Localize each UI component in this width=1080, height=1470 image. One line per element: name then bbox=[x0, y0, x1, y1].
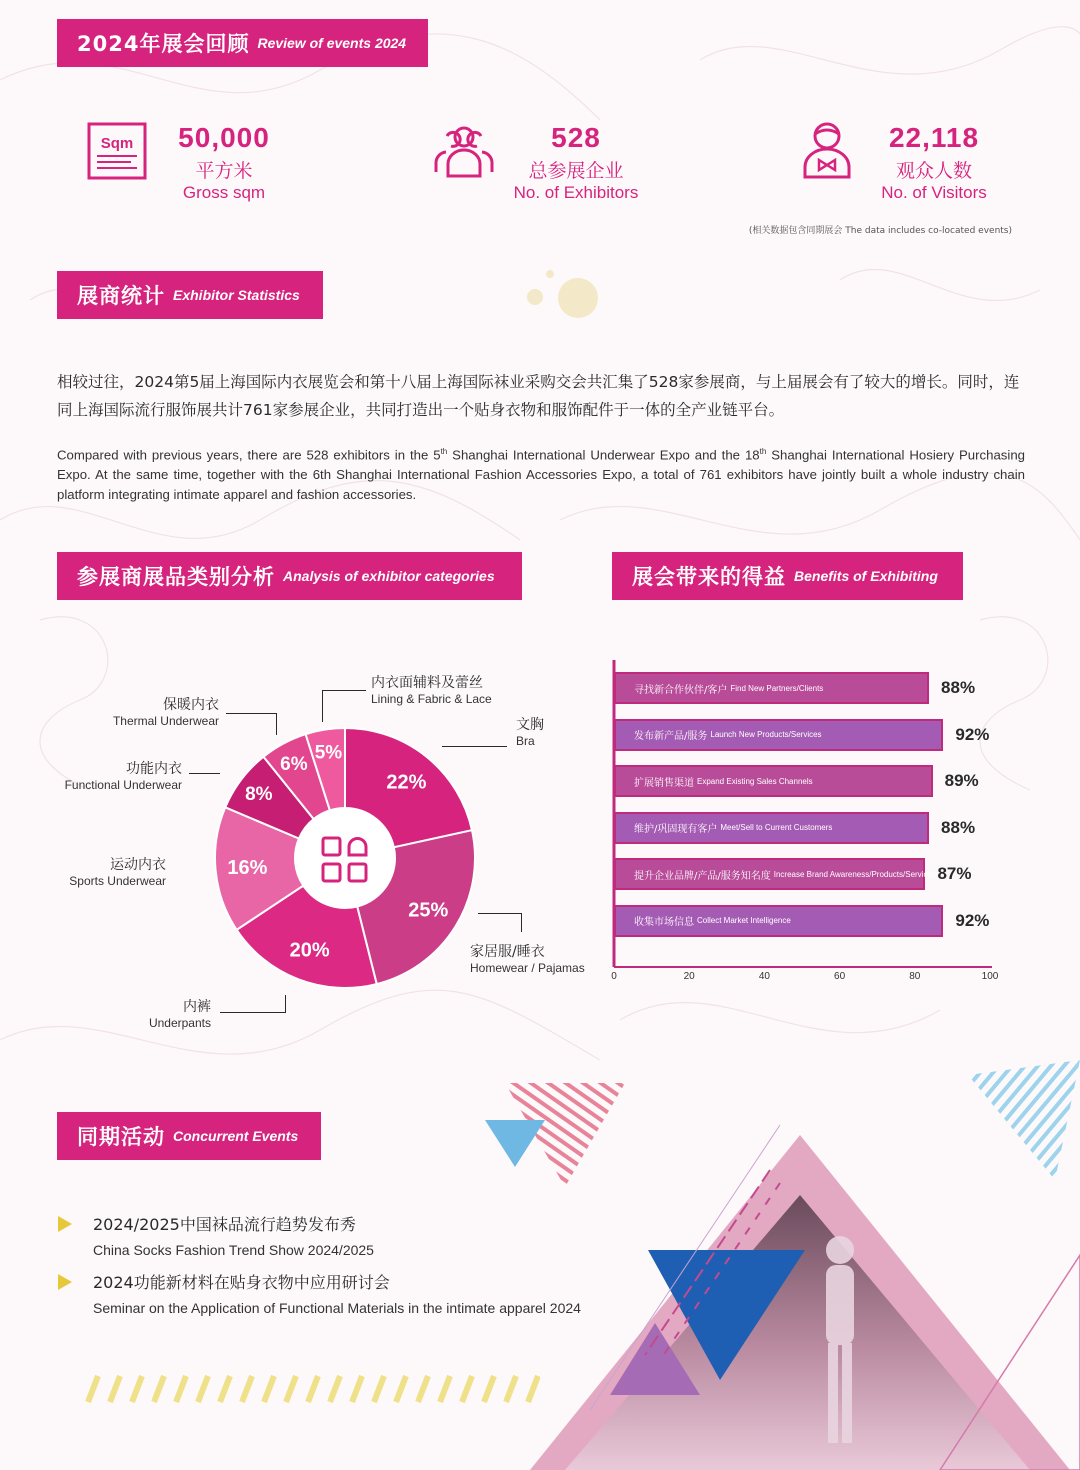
intro-en-sup: th bbox=[759, 447, 767, 456]
bar bbox=[614, 858, 936, 890]
bar bbox=[614, 672, 929, 704]
intro-en-part: Compared with previous years, there are 528 exhibitors in the 5 bbox=[57, 447, 441, 463]
section-title-zh: 同期活动 bbox=[77, 1125, 165, 1149]
pie-slice-label: 25% bbox=[408, 899, 449, 922]
stat-label-en: Gross sqm bbox=[182, 183, 266, 202]
section-title-en: Exhibitor Statistics bbox=[173, 287, 300, 303]
stat-label-en: No. of Exhibitors bbox=[513, 183, 639, 202]
decorative-triangles bbox=[470, 1055, 1080, 1470]
pie-label-zh: 内裤 bbox=[183, 999, 211, 1015]
pie-slice-label: 16% bbox=[227, 857, 268, 880]
bar-value-label: 92% bbox=[955, 910, 990, 930]
event-title-zh: 2024功能新材料在贴身衣物中应用研讨会 bbox=[93, 1273, 390, 1292]
bar-value-label: 88% bbox=[941, 678, 976, 697]
section-title-zh: 参展商展品类别分析 bbox=[77, 565, 275, 589]
pie-label-zh: 功能内衣 bbox=[126, 761, 182, 777]
pie-slice-label: 8% bbox=[245, 783, 273, 805]
bar-label-en: Launch New Products/Services bbox=[710, 730, 822, 739]
stat-label-zh: 观众人数 bbox=[895, 160, 972, 182]
bar-value-label: 89% bbox=[944, 771, 979, 790]
section-title-zh: 展会带来的得益 bbox=[632, 565, 786, 589]
data-note: (相关数据包含同期展会 The data includes co-located events) bbox=[748, 226, 1012, 236]
bullet-triangle-icon bbox=[58, 1274, 72, 1290]
event-title-en: China Socks Fashion Trend Show 2024/2025 bbox=[93, 1242, 374, 1258]
bar-label-en: Expand Existing Sales Channels bbox=[697, 776, 813, 786]
x-tick-label: 20 bbox=[683, 971, 695, 982]
bar-label-zh: 发布新产品/服务 bbox=[634, 731, 708, 742]
stat-label-zh: 平方米 bbox=[195, 160, 253, 182]
event-title-en: Seminar on the Application of Functional Materials in the intimate apparel 2024 bbox=[93, 1300, 581, 1316]
bar-label-zh: 寻找新合作伙伴/客户 bbox=[634, 684, 728, 696]
bar-value-label: 88% bbox=[941, 817, 976, 837]
pie-label-zh: 保暖内衣 bbox=[163, 697, 219, 713]
section-title-en: Concurrent Events bbox=[173, 1128, 299, 1144]
event-title-zh: 2024/2025中国袜品流行趋势发布秀 bbox=[93, 1215, 356, 1234]
pie-label-en: Functional Underwear bbox=[64, 778, 182, 792]
bar-value-label: 87% bbox=[937, 864, 972, 883]
x-tick-label: 80 bbox=[909, 971, 921, 982]
pie-slice-label: 6% bbox=[280, 753, 308, 775]
pie-label-zh: 内衣面辅料及蕾丝 bbox=[371, 675, 483, 691]
stat-label-zh: 总参展企业 bbox=[528, 160, 624, 182]
x-tick-label: 60 bbox=[834, 971, 846, 982]
section-title-en: Benefits of Exhibiting bbox=[794, 568, 938, 584]
x-tick-label: 40 bbox=[758, 971, 770, 982]
section-title-zh: 2024年展会回顾 bbox=[77, 32, 250, 56]
stat-label-en: No. of Visitors bbox=[881, 183, 987, 202]
pie-slice-label: 22% bbox=[386, 771, 427, 794]
pie-slice-label: 20% bbox=[289, 939, 330, 962]
pie-label-en: Thermal Underwear bbox=[112, 714, 219, 728]
bar-label-en: Find New Partners/Clients bbox=[730, 683, 824, 693]
pie-label-en: Underpants bbox=[148, 1016, 211, 1030]
intro-en-part: Shanghai International Hosiery Purchasing Expo. At the same time, together with the 6th Shanghai International Fashion Accessories Expo, a total of 761 exhibitors have jointly built a whole industry chain platform integrating intimate apparel and fashion accessories. bbox=[57, 447, 1025, 503]
pie-label-zh: 运动内衣 bbox=[110, 857, 166, 873]
bar-label-zh: 扩展销售渠道 bbox=[634, 777, 694, 789]
bar bbox=[614, 812, 929, 844]
section-title-en: Review of events 2024 bbox=[257, 35, 407, 51]
pie-label-en: Homewear / Pajamas bbox=[470, 961, 585, 975]
pie-label-en: Bra bbox=[516, 734, 535, 748]
bar-label-en: Meet/Sell to Current Customers bbox=[720, 823, 833, 832]
pie-label-zh: 家居服/睡衣 bbox=[470, 944, 545, 960]
bar-label-en: Collect Market Intelligence bbox=[697, 916, 791, 925]
bar-label-zh: 维护/巩固现有客户 bbox=[634, 824, 718, 835]
bar bbox=[614, 765, 933, 797]
intro-en-part: Shanghai International Underwear Expo and the 18 bbox=[447, 447, 760, 463]
stat-value: 528 bbox=[551, 122, 601, 153]
section-title-en: Analysis of exhibitor categories bbox=[283, 568, 495, 584]
x-tick-label: 0 bbox=[611, 971, 617, 982]
section-header-events bbox=[57, 1112, 321, 1160]
bar bbox=[614, 719, 943, 751]
x-tick-label: 100 bbox=[981, 971, 999, 982]
pie-label-en: Lining & Fabric & Lace bbox=[371, 692, 492, 706]
pie-label-en: Sports Underwear bbox=[69, 874, 166, 888]
section-title-zh: 展商统计 bbox=[77, 284, 165, 308]
intro-paragraph-zh: 相较过往，2024第5届上海国际内衣展览会和第十八届上海国际袜业采购交会共汇集了528家参展商，与上届展会有了较大的增长。同时，连同上海国际流行服饰展共计761家参展企业，共同打造出一个贴身衣物和服饰配件于一体的全产业链平台。 bbox=[57, 373, 1020, 419]
bar-value-label: 92% bbox=[955, 724, 990, 744]
intro-en-sup: th bbox=[440, 447, 448, 456]
bullet-triangle-icon bbox=[58, 1216, 72, 1232]
bar bbox=[614, 905, 943, 937]
bar-label-zh: 提升企业品牌/产品/服务知名度 bbox=[634, 870, 771, 882]
bar-label-en: Increase Brand Awareness/Products/Services bbox=[773, 869, 936, 879]
bar-label-zh: 收集市场信息 bbox=[634, 917, 694, 928]
stat-value: 22,118 bbox=[888, 122, 980, 153]
sqm-icon-text: Sqm bbox=[100, 135, 134, 152]
pie-slice-label: 5% bbox=[314, 742, 343, 764]
stat-value: 50,000 bbox=[178, 122, 270, 153]
pie-label-zh: 文胸 bbox=[516, 717, 544, 733]
